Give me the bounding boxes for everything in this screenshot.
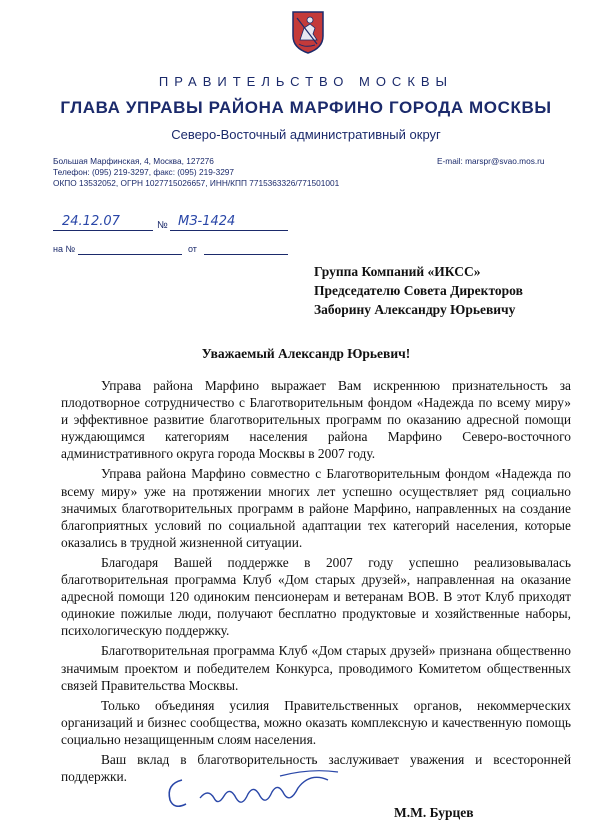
addressee-block — [314, 262, 523, 319]
okrug-title: Северо-Восточный административный округ — [171, 127, 441, 142]
paragraph: Управа района Марфино выражает Вам искреннюю признательность за плодотворное сотрудничество с Благотворительным фондом «Надежда по всему миру» и эффективное развитие благотворительных программ по оказанию адресной помощи нуждающимся категориям населения района Марфино Северо-восточного административного округа города Москвы в 2007 году. — [61, 378, 571, 462]
number-underline — [170, 230, 288, 231]
paragraph: Благотворительная программа Клуб «Дом старых друзей» признана общественно значимым проектом и победителем Конкурса, проводимого Комитетом общественных связей Правительства Москвы. — [61, 643, 571, 693]
addressee-position: Председателю Совета Директоров — [314, 283, 523, 298]
addressee-name: Заборину Александру Юрьевичу — [314, 302, 516, 317]
codes-line: ОКПО 13532052, ОГРН 1027715026657, ИНН/КПП 7715363326/771501001 — [53, 178, 340, 188]
letter-body — [61, 377, 571, 788]
signer-name: М.М. Бурцев — [394, 805, 474, 820]
ref-from: от — [188, 244, 197, 254]
date-underline — [53, 230, 153, 231]
paragraph: Ваш вклад в благотворительность заслуживает уважения и всесторонней поддержки. — [61, 751, 571, 785]
coat-of-arms-icon — [291, 10, 325, 54]
addressee-company: Группа Компаний «ИКСС» — [314, 264, 481, 279]
number-prefix: № — [157, 220, 168, 231]
office-title: ГЛАВА УПРАВЫ РАЙОНА МАРФИНО ГОРОДА МОСКВЫ — [60, 98, 552, 117]
government-title: ПРАВИТЕЛЬСТВО МОСКВЫ — [158, 74, 454, 89]
paragraph: Благодаря Вашей поддержке в 2007 году успешно реализовывалась благотворительная программа Клуб «Дом старых друзей», направленная на оказание адресной помощи 120 одиноким пенсионерам и ветеранам ВОВ. В этот Клуб приходят одинокие пожилые люди, получают бесплатно продуктовые и хозяйственные наборы, психологическую поддержку. — [61, 554, 571, 639]
email-line: E-mail: marspr@svao.mos.ru — [437, 156, 545, 166]
salutation: Уважаемый Александр Юрьевич! — [201, 346, 411, 361]
registration-date: 24.12.07 — [62, 214, 120, 229]
address-line: Большая Марфинская, 4, Москва, 127276 — [53, 156, 214, 166]
phone-line: Телефон: (095) 219-3297, факс: (095) 219-3297 — [53, 167, 235, 177]
paragraph: Управа района Марфино совместно с Благотворительным фондом «Надежда по всему миру» уже на протяжении многих лет успешно осуществляет ряд социально значимых благотворительных программ в районе Марфино, направленных на создание благоприятных условий по социальной адаптации тех категорий населения, которые оказались в трудной жизненной ситуации. — [61, 466, 571, 550]
registration-number: МЗ-1424 — [178, 214, 236, 229]
paragraph: Только объединяя усилия Правительственных органов, некоммерческих организаций и бизнес сообщества, можно оказать комплексную и качественную помощь социально незащищенным слоям населения. — [61, 697, 571, 747]
ref-date-underline — [204, 254, 288, 255]
ref-number-underline — [78, 254, 182, 255]
handwritten-signature — [160, 758, 370, 818]
ref-prefix: на № — [53, 244, 76, 254]
